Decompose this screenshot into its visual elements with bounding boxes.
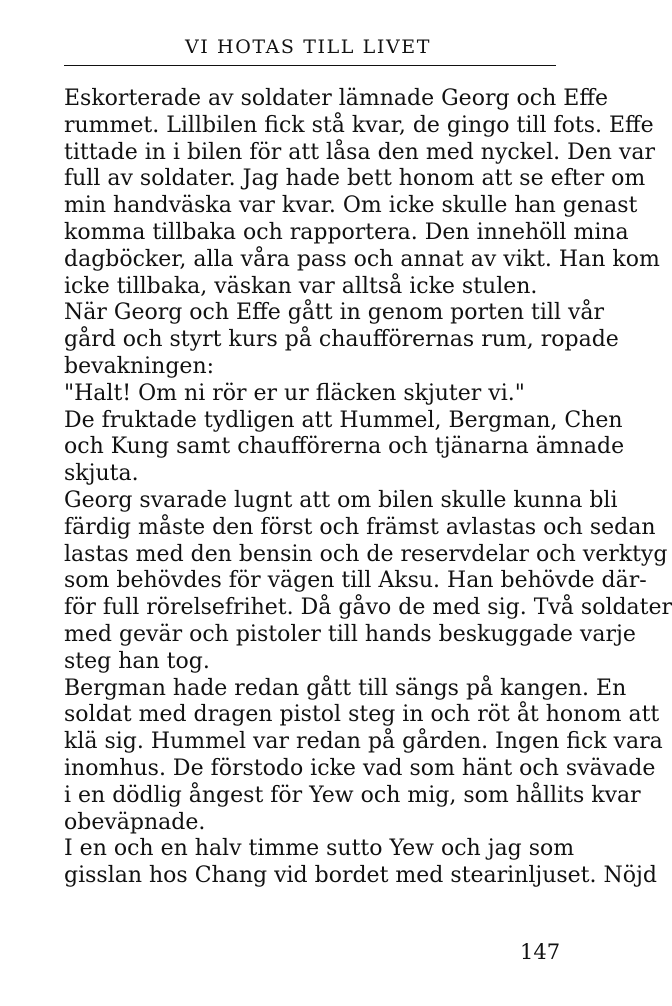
- paragraph: [64, 836, 657, 890]
- page-number: 147: [520, 940, 561, 964]
- text-line: De fruktade tydligen att Hummel, Bergman, Chen: [64, 407, 623, 433]
- text-line: "Halt! Om ni rör er ur fläcken skjuter vi.": [64, 380, 525, 406]
- paragraph: [64, 300, 619, 380]
- text-line: lastas med den bensin och de reservdelar och verktyg: [64, 541, 668, 567]
- text-line: gisslan hos Chang vid bordet med stearinljuset. Nöjd: [64, 863, 657, 889]
- text-line: bevakningen:: [64, 353, 215, 379]
- text-line: gård och styrt kurs på chaufförernas rum, ropade: [64, 327, 619, 353]
- text-line: min handväska var kvar. Om icke skulle han genast: [64, 193, 638, 219]
- paragraph: [64, 86, 660, 300]
- text-line: steg han tog.: [64, 648, 210, 674]
- text-line: skjuta.: [64, 461, 139, 487]
- text-line: Eskorterade av soldater lämnade Georg och Effe: [64, 86, 608, 111]
- paragraph: [64, 381, 556, 408]
- text-line: tittade in i bilen för att låsa den med nyckel. Den var: [64, 139, 655, 165]
- text-line: icke tillbaka, väskan var alltså icke stulen.: [64, 273, 538, 299]
- text-line: klä sig. Hummel var redan på gården. Ingen fick vara: [64, 729, 663, 755]
- text-line: Bergman hade redan gått till sängs på kangen. En: [64, 675, 627, 701]
- text-line: som behövdes för vägen till Aksu. Han behövde där-: [64, 568, 647, 594]
- text-line: Georg svarade lugnt att om bilen skulle kunna bli: [64, 487, 618, 513]
- text-line: inomhus. De förstodo icke vad som hänt och svävade: [64, 755, 656, 781]
- text-line: dagböcker, alla våra pass och annat av vikt. Han kom: [64, 246, 660, 272]
- text-line: för full rörelsefrihet. Då gåvo de med sig. Två soldater: [64, 595, 672, 621]
- text-line: i en dödlig ångest för Yew och mig, som hållits kvar: [64, 782, 641, 808]
- header-rule: [64, 65, 556, 66]
- text-line: och Kung samt chaufförerna och tjänarna ämnade: [64, 434, 625, 460]
- paragraph: [64, 407, 625, 488]
- paragraph: [64, 675, 663, 837]
- paragraph: [64, 487, 672, 676]
- running-header: VI HOTAS TILL LIVET: [184, 36, 432, 58]
- text-line: rummet. Lillbilen fick stå kvar, de gingo till fots. Effe: [64, 112, 654, 138]
- text-line: obeväpnade.: [64, 809, 206, 835]
- text-line: full av soldater. Jag hade bett honom att se efter om: [64, 166, 646, 192]
- text-line: med gevär och pistoler till hands beskuggade varje: [64, 621, 636, 647]
- text-line: I en och en halv timme sutto Yew och jag som: [64, 836, 575, 862]
- text-line: färdig måste den först och främst avlastas och sedan: [64, 514, 656, 540]
- text-line: När Georg och Effe gått in genom porten till vår: [64, 300, 605, 326]
- text-line: soldat med dragen pistol steg in och röt åt honom att: [64, 702, 660, 728]
- text-line: komma tillbaka och rapportera. Den innehöll mina: [64, 219, 629, 245]
- body-text: [64, 86, 672, 890]
